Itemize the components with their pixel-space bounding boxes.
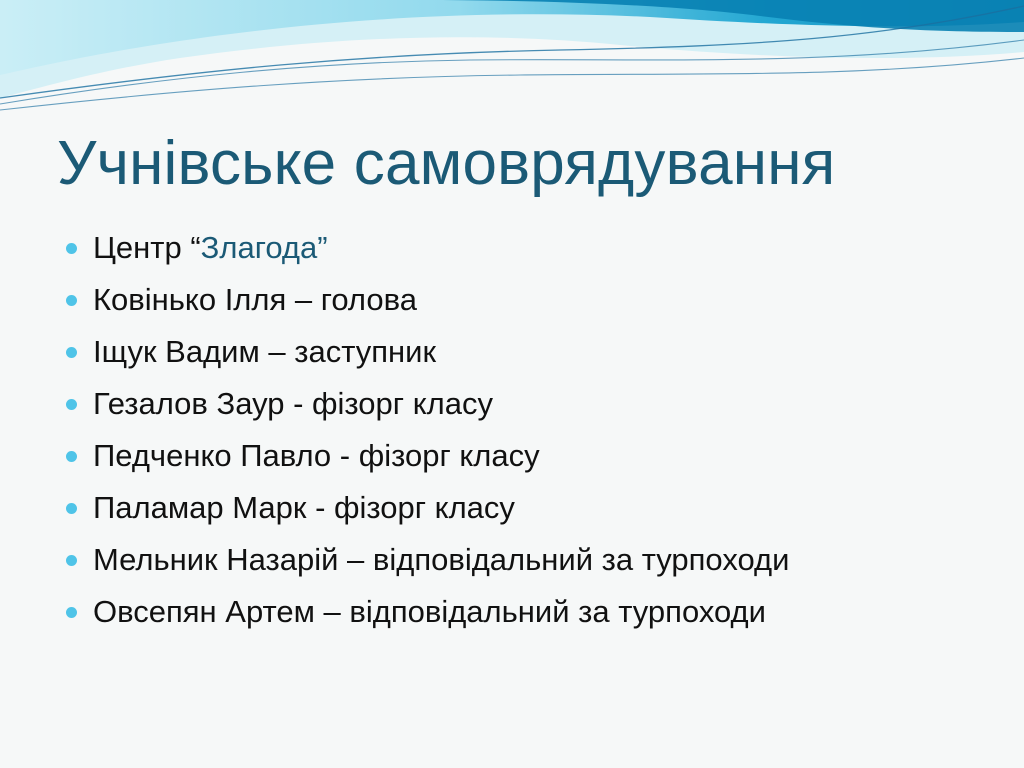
text-segment: Центр “ — [93, 230, 201, 265]
text-segment: Педченко Павло - фізорг класу — [93, 438, 540, 473]
bullet-dot-icon — [66, 399, 77, 410]
bullet-list — [66, 222, 789, 638]
bullet-text — [93, 386, 493, 422]
bullet-item-6 — [66, 482, 789, 534]
bullet-item-5 — [66, 430, 789, 482]
bullet-item-3 — [66, 326, 789, 378]
text-segment: Іщук Вадим – заступник — [93, 334, 437, 369]
slide-title: Учнівське самоврядування — [57, 129, 836, 198]
bullet-dot-icon — [66, 295, 77, 306]
bullet-text — [93, 594, 766, 630]
bullet-dot-icon — [66, 347, 77, 358]
bullet-text — [93, 490, 515, 526]
text-segment: Мельник Назарій – відповідальний за турпоходи — [93, 542, 790, 577]
wave-line-bottom — [0, 58, 1024, 110]
bullet-text — [93, 334, 436, 370]
text-segment: Гезалов Заур - фізорг класу — [93, 386, 493, 421]
bullet-dot-icon — [66, 607, 77, 618]
decorative-wave-header — [0, 0, 1024, 130]
bullet-dot-icon — [66, 555, 77, 566]
bullet-dot-icon — [66, 243, 77, 254]
accent-text: Злагода” — [200, 230, 328, 265]
text-segment: Овсепян Артем – відповідальний за турпоходи — [93, 594, 766, 629]
bullet-dot-icon — [66, 451, 77, 462]
bullet-item-7 — [66, 534, 789, 586]
bullet-item-8 — [66, 586, 789, 638]
text-segment: Паламар Марк - фізорг класу — [93, 490, 515, 525]
bullet-item-4 — [66, 378, 789, 430]
bullet-text — [93, 282, 417, 318]
text-segment: Ковінько Ілля – голова — [93, 282, 417, 317]
bullet-text — [93, 438, 540, 474]
bullet-item-2 — [66, 274, 789, 326]
bullet-text — [93, 230, 328, 266]
bullet-text — [93, 542, 789, 578]
bullet-dot-icon — [66, 503, 77, 514]
bullet-item-1 — [66, 222, 789, 274]
